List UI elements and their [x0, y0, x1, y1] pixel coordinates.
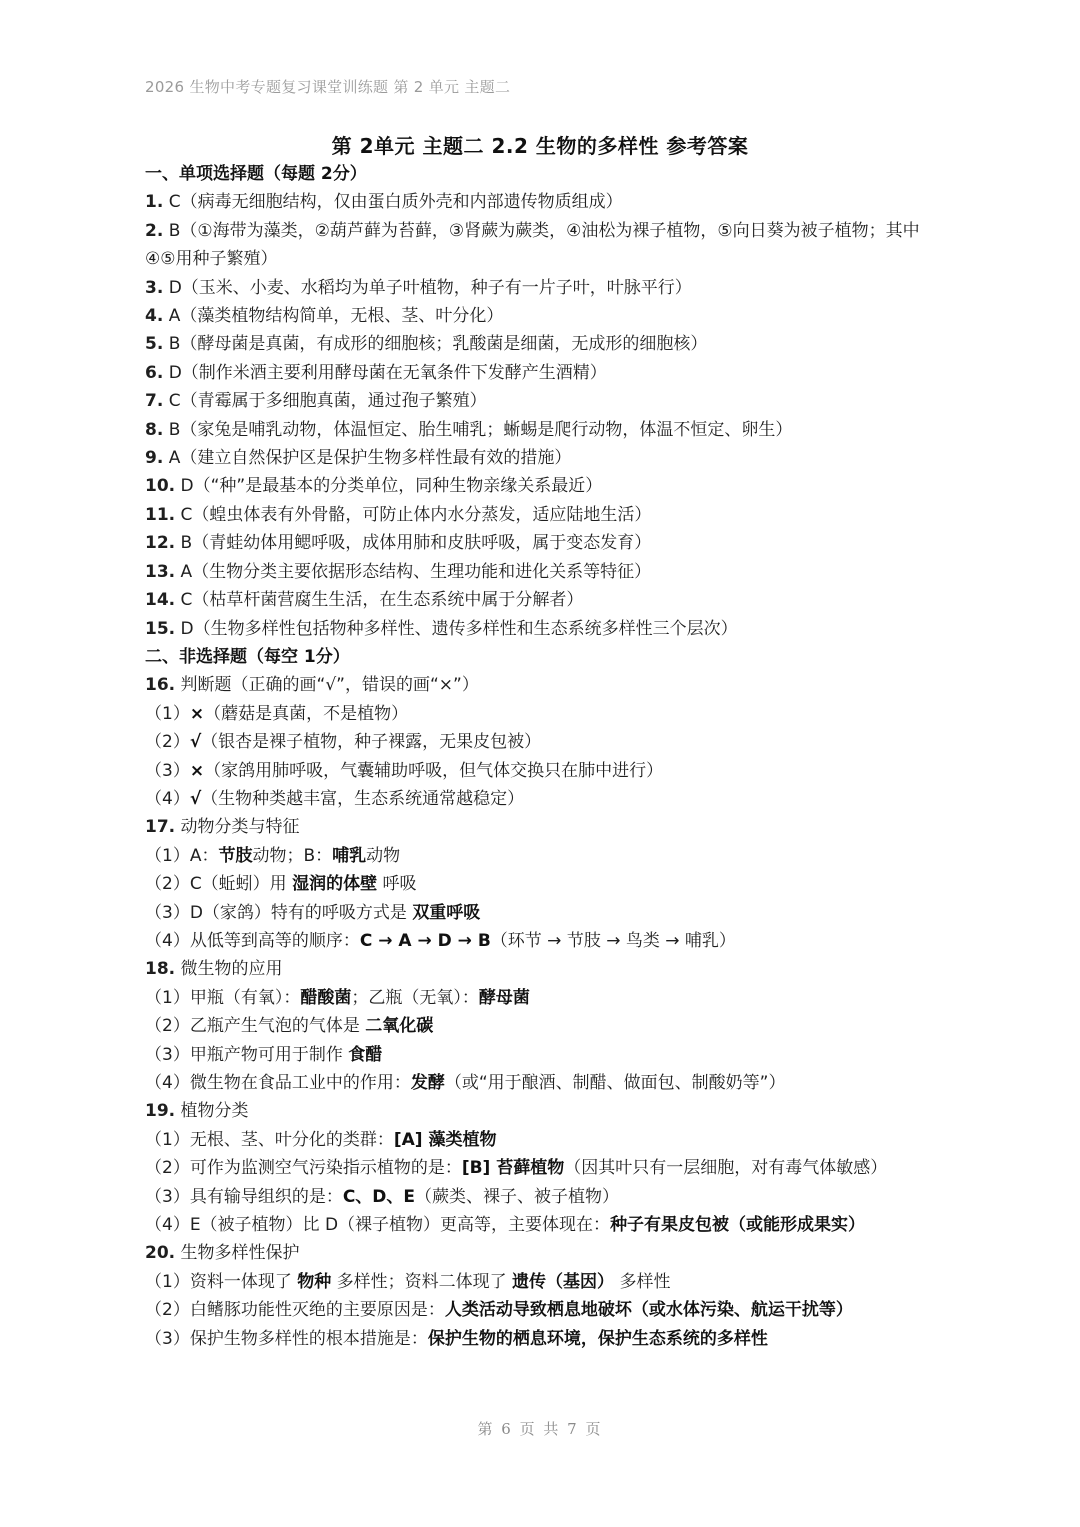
answer-18-2	[145, 1012, 945, 1040]
answer-17-1	[145, 842, 945, 870]
question-number: 5.	[145, 334, 164, 355]
sub-number: （3）	[145, 760, 190, 781]
answer-text: C（病毒无细胞结构，仅由蛋白质外壳和内部遗传物质组成）	[163, 192, 623, 213]
question-title: 微生物的应用	[175, 959, 283, 980]
answer-text: （3）保护生物多样性的根本措施是：	[145, 1328, 428, 1349]
answer-9	[145, 444, 945, 472]
answer-key: 物种	[297, 1271, 332, 1292]
answer-text: （或“用于酿酒、制醋、做面包、制酸奶等”）	[444, 1073, 786, 1093]
judge-mark: ×	[189, 703, 205, 724]
answer-20-1	[145, 1268, 945, 1296]
answer-3	[145, 274, 945, 302]
answer-key: 遗传（基因）	[512, 1271, 615, 1292]
answer-17-2	[145, 870, 945, 898]
answer-17-4	[145, 927, 945, 955]
answer-text: （3）具有输导组织的是：	[145, 1186, 343, 1207]
answer-text: （环节 → 节肢 → 鸟类 → 哺乳）	[490, 930, 736, 951]
answer-text: （1）资料一体现了	[145, 1271, 298, 1292]
answer-text: （蕨类、裸子、被子植物）	[415, 1186, 620, 1207]
question-title: 生物多样性保护	[175, 1243, 300, 1264]
answer-key: 节肢	[218, 845, 253, 866]
answer-text: （银杏是裸子植物，种子裸露，无果皮包被）	[201, 732, 542, 753]
answer-16-4	[145, 785, 945, 813]
answer-text: C（青霉属于多细胞真菌，通过孢子繁殖）	[163, 391, 487, 412]
answer-key: 湿润的体壁	[292, 874, 378, 895]
answer-text: C（枯草杆菌营腐生生活，在生态系统中属于分解者）	[175, 590, 584, 611]
answer-2	[145, 217, 945, 274]
answer-text: 动物	[366, 845, 401, 866]
answer-text: （3）甲瓶产物可用于制作	[145, 1044, 349, 1065]
answer-text: （生物种类越丰富，生态系统通常越稳定）	[201, 788, 525, 809]
question-title: 植物分类	[175, 1101, 249, 1122]
answer-key: [B] 苔藓植物	[461, 1158, 565, 1179]
answer-16-2	[145, 728, 945, 756]
answer-13	[145, 558, 945, 586]
answer-key: C → A → D → B	[359, 930, 491, 951]
answer-18-1	[145, 984, 945, 1012]
answer-key: [A] 藻类植物	[393, 1129, 497, 1150]
question-number: 9.	[145, 448, 164, 469]
answer-text: 多样性；资料二体现了	[331, 1271, 513, 1292]
answer-text: D（玉米、小麦、水稻均为单子叶植物，种子有一片子叶，叶脉平行）	[163, 277, 692, 298]
question-number: 17.	[145, 817, 176, 838]
answer-text: （4）从低等到高等的顺序：	[145, 930, 360, 951]
answer-content	[145, 160, 945, 1353]
answer-20-2	[145, 1296, 945, 1324]
question-number: 14.	[145, 590, 176, 611]
answer-text: C（蝗虫体表有外骨骼，可防止体内水分蒸发，适应陆地生活）	[175, 504, 652, 525]
answer-4	[145, 302, 945, 330]
question-number: 12.	[145, 533, 176, 554]
answer-text: （1）无根、茎、叶分化的类群：	[145, 1129, 394, 1150]
question-16-title	[145, 671, 945, 699]
answer-12	[145, 529, 945, 557]
question-20-title	[145, 1239, 945, 1267]
question-number: 1.	[145, 192, 164, 213]
answer-14	[145, 586, 945, 614]
answer-key: 发酵	[410, 1073, 445, 1093]
answer-text: （3）D（家鸽）特有的呼吸方式是	[145, 902, 413, 923]
answer-key: 酵母菌	[478, 987, 530, 1008]
answer-19-1	[145, 1126, 945, 1154]
question-number: 16.	[145, 675, 176, 696]
answer-text: D（制作米酒主要利用酵母菌在无氧条件下发酵产生酒精）	[163, 362, 607, 383]
answer-8	[145, 416, 945, 444]
answer-key: C、D、E	[342, 1186, 416, 1207]
answer-text: （4）微生物在食品工业中的作用：	[145, 1073, 411, 1093]
answer-16-3	[145, 757, 945, 785]
question-19-title	[145, 1097, 945, 1125]
answer-20-3	[145, 1325, 945, 1353]
question-number: 13.	[145, 561, 176, 582]
answer-text: B（家兔是哺乳动物，体温恒定、胎生哺乳；蜥蜴是爬行动物，体温不恒定、卵生）	[163, 419, 793, 440]
answer-text: A（藻类植物结构简单，无根、茎、叶分化）	[163, 306, 504, 327]
question-number: 7.	[145, 391, 164, 412]
answer-text: B（①海带为藻类，②葫芦藓为苔藓，③肾蕨为蕨类，④油松为裸子植物，⑤向日葵为被子植物；其中④⑤用种子繁殖）	[145, 220, 920, 270]
page-header: 2026 生物中考专题复习课堂训练题 第 2 单元 主题二	[145, 78, 511, 96]
answer-text: （2）C（蚯蚓）用	[145, 874, 293, 895]
answer-key: 食醋	[348, 1044, 383, 1065]
judge-mark: √	[189, 788, 202, 809]
answer-text: B（青蛙幼体用鳃呼吸，成体用肺和皮肤呼吸，属于变态发育）	[175, 533, 652, 554]
question-title: 动物分类与特征	[175, 817, 300, 838]
section-heading-nonchoice: 二、非选择题（每空 1分）	[145, 646, 350, 667]
answer-text: A（建立自然保护区是保护生物多样性最有效的措施）	[163, 448, 572, 469]
answer-18-4	[145, 1069, 945, 1097]
answer-text: B（酵母菌是真菌，有成形的细胞核；乳酸菌是细菌，无成形的细胞核）	[163, 334, 708, 355]
answer-11	[145, 501, 945, 529]
question-number: 20.	[145, 1243, 176, 1264]
question-title: 判断题（正确的画“√”，错误的画“×”）	[175, 675, 479, 696]
answer-text: （1）甲瓶（有氧）：	[145, 987, 301, 1008]
answer-text: D（生物多样性包括物种多样性、遗传多样性和生态系统多样性三个层次）	[175, 618, 738, 639]
answer-7	[145, 387, 945, 415]
answer-text: （家鸽用肺呼吸，气囊辅助呼吸，但气体交换只在肺中进行）	[204, 760, 664, 781]
page-title: 第 2单元 主题二 2.2 生物的多样性 参考答案	[331, 134, 749, 158]
question-number: 8.	[145, 419, 164, 440]
question-number: 11.	[145, 504, 176, 525]
answer-18-3	[145, 1041, 945, 1069]
answer-key: 保护生物的栖息环境，保护生态系统的多样性	[427, 1328, 768, 1349]
page-number-footer: 第 6 页 共 7 页	[477, 1420, 603, 1438]
answer-key: 哺乳	[332, 845, 367, 866]
answer-text: （2）白鳍豚功能性灭绝的主要原因是：	[145, 1300, 445, 1321]
sub-number: （4）	[145, 788, 190, 809]
answer-text: ；乙瓶（无氧）：	[351, 987, 479, 1008]
answer-1	[145, 188, 945, 216]
answer-text: （1）A：	[145, 845, 219, 866]
answer-text: （2）乙瓶产生气泡的气体是	[145, 1016, 366, 1037]
answer-text: （4）E（被子植物）比 D（裸子植物）更高等，主要体现在：	[145, 1215, 611, 1236]
answer-10	[145, 472, 945, 500]
answer-text: A（生物分类主要依据形态结构、生理功能和进化关系等特征）	[175, 561, 652, 582]
answer-text: （2）可作为监测空气污染指示植物的是：	[145, 1158, 462, 1179]
question-number: 2.	[145, 220, 164, 241]
answer-key: 双重呼吸	[412, 902, 481, 923]
question-number: 10.	[145, 476, 176, 497]
answer-text: D（“种”是最基本的分类单位，同种生物亲缘关系最近）	[175, 476, 603, 497]
question-number: 6.	[145, 362, 164, 383]
question-18-title	[145, 955, 945, 983]
answer-text: （蘑菇是真菌，不是植物）	[204, 703, 409, 724]
question-number: 15.	[145, 618, 176, 639]
answer-text: 呼吸	[377, 874, 417, 895]
judge-mark: ×	[189, 760, 205, 781]
answer-19-2	[145, 1154, 945, 1182]
question-number: 18.	[145, 959, 176, 980]
question-17-title	[145, 813, 945, 841]
answer-key: 二氧化碳	[365, 1016, 434, 1037]
answer-5	[145, 330, 945, 358]
question-number: 19.	[145, 1101, 176, 1122]
answer-15	[145, 615, 945, 643]
question-number: 3.	[145, 277, 164, 298]
answer-6	[145, 359, 945, 387]
section-heading-choice: 一、单项选择题（每题 2分）	[145, 164, 367, 184]
sub-number: （1）	[145, 703, 190, 724]
answer-key: 种子有果皮包被（或能形成果实）	[610, 1215, 866, 1236]
judge-mark: √	[189, 732, 202, 753]
sub-number: （2）	[145, 732, 190, 753]
answer-key: 醋酸菌	[300, 987, 352, 1008]
answer-text: （因其叶只有一层细胞，对有毒气体敏感）	[564, 1158, 888, 1179]
answer-17-3	[145, 899, 945, 927]
answer-text: 动物；B：	[252, 845, 333, 866]
answer-text: 多样性	[614, 1271, 671, 1292]
question-number: 4.	[145, 306, 164, 327]
answer-key: 人类活动导致栖息地破坏（或水体污染、航运干扰等）	[444, 1300, 853, 1321]
answer-16-1	[145, 700, 945, 728]
answer-19-3	[145, 1183, 945, 1211]
answer-19-4	[145, 1211, 945, 1239]
